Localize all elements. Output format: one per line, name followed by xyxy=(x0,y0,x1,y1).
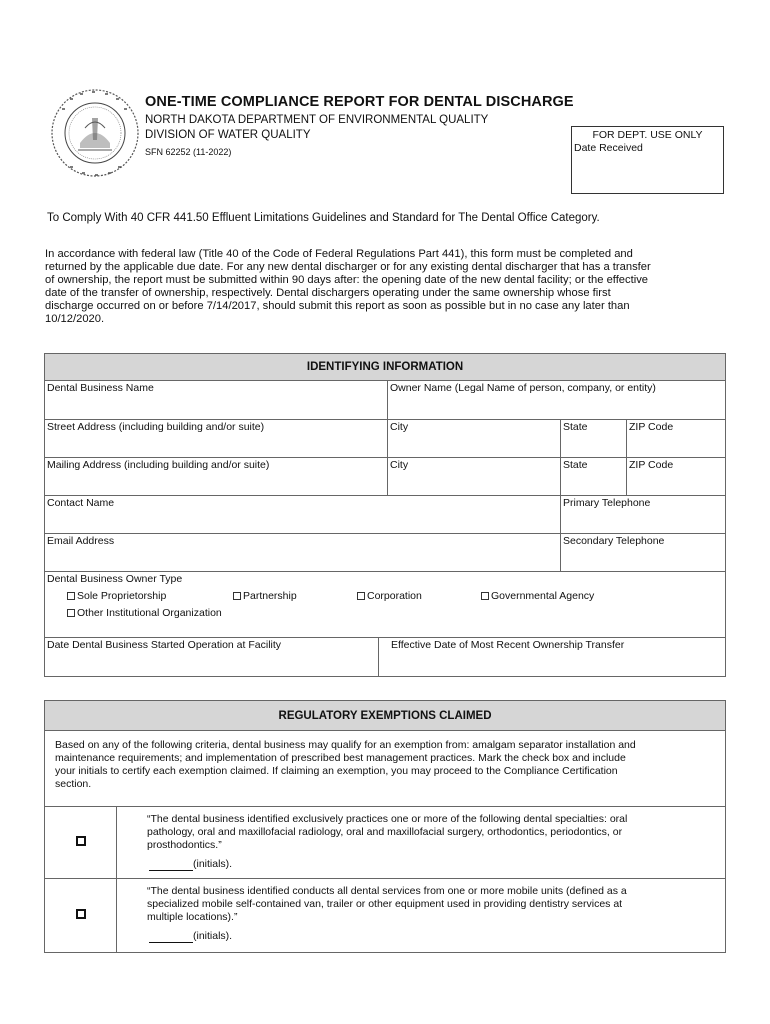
checkbox-icon[interactable] xyxy=(481,592,489,600)
exemption-checkbox-icon[interactable] xyxy=(76,836,86,846)
intro-line: 10/12/2020. xyxy=(45,313,105,325)
division-name: DIVISION OF WATER QUALITY xyxy=(145,129,311,141)
exemptions-intro-line: maintenance requirements; and implementation of prescribed best management practices. Mark the check box and include xyxy=(55,752,626,764)
department-name: NORTH DAKOTA DEPARTMENT OF ENVIRONMENTAL QUALITY xyxy=(145,114,489,126)
secondary-telephone-field[interactable] xyxy=(561,534,726,572)
exemptions-intro-line: Based on any of the following criteria, dental business may qualify for an exemption from: amalgam separator installation and xyxy=(55,739,636,751)
intro-line: returned by the applicable due date. For any new dental discharger or for any existing dental discharger that has a transfer xyxy=(45,261,651,273)
option-other-institutional[interactable] xyxy=(67,605,222,622)
mailing-address-field[interactable] xyxy=(45,458,388,496)
secondary-telephone-label: Secondary Telephone xyxy=(563,535,665,547)
exemption-line: “The dental business identified exclusively practices one or more of the following dental specialties: oral xyxy=(147,813,628,825)
agency-block xyxy=(145,113,488,143)
effective-date-label: Effective Date of Most Recent Ownership Transfer xyxy=(391,639,625,651)
mailing-zip-field[interactable] xyxy=(627,458,726,496)
initials-label: (initials). xyxy=(193,930,233,942)
identifying-information-table xyxy=(44,353,726,677)
option-label: Other Institutional Organization xyxy=(77,607,222,619)
exemption-line: prosthodontics.” xyxy=(147,839,222,851)
intro-paragraph xyxy=(45,248,735,326)
state-label: State xyxy=(563,421,588,433)
form-title: ONE-TIME COMPLIANCE REPORT FOR DENTAL DISCHARGE xyxy=(145,94,574,110)
option-governmental-agency[interactable] xyxy=(481,588,594,605)
date-received-label: Date Received xyxy=(574,142,643,154)
mailing-city-field[interactable] xyxy=(388,458,561,496)
street-address-label: Street Address (including building and/or suite) xyxy=(47,421,265,433)
checkbox-icon[interactable] xyxy=(67,592,75,600)
checkbox-icon[interactable] xyxy=(67,609,75,617)
mailing-address-label: Mailing Address (including building and/or suite) xyxy=(47,459,270,471)
primary-telephone-label: Primary Telephone xyxy=(563,497,651,509)
intro-line: of ownership, the report must be submitted within 90 days after: the opening date of the new dental facility; or the effective xyxy=(45,274,649,286)
exemptions-table xyxy=(44,700,726,953)
initials-row xyxy=(149,930,715,943)
exemptions-intro-line: your initials to certify each exemption claimed. If claiming an exemption, you may proceed to the Compliance Certification xyxy=(55,765,618,777)
primary-telephone-field[interactable] xyxy=(561,496,726,534)
exemption-line: multiple locations).” xyxy=(147,911,238,923)
option-corporation[interactable] xyxy=(357,588,481,605)
zip-label: ZIP Code xyxy=(629,421,674,433)
intro-line: discharge occurred on or before 7/14/2017, should submit this report as soon as possible but in no case any later than xyxy=(45,300,630,312)
mailing-state-label: State xyxy=(563,459,588,471)
option-label: Corporation xyxy=(367,590,422,602)
dept-use-box xyxy=(571,126,724,194)
initials-row xyxy=(149,858,715,871)
contact-name-label: Contact Name xyxy=(47,497,115,509)
exemptions-heading: REGULATORY EXEMPTIONS CLAIMED xyxy=(45,701,726,731)
owner-type-options xyxy=(67,588,723,622)
date-started-field[interactable] xyxy=(45,638,379,677)
intro-line: In accordance with federal law (Title 40 of the Code of Federal Regulations Part 441), this form must be completed and xyxy=(45,248,633,260)
checkbox-icon[interactable] xyxy=(233,592,241,600)
dept-use-heading: FOR DEPT. USE ONLY xyxy=(592,129,703,141)
street-address-field[interactable] xyxy=(45,420,388,458)
option-label: Sole Proprietorship xyxy=(77,590,167,602)
option-sole-proprietorship[interactable] xyxy=(67,588,233,605)
exemption-item xyxy=(117,807,726,879)
checkbox-icon[interactable] xyxy=(357,592,365,600)
exemption-line: “The dental business identified conducts all dental services from one or more mobile units (defined as a xyxy=(147,885,627,897)
exemption-line: specialized mobile self-contained van, trailer or other equipment used in providing dentistry services at xyxy=(147,898,623,910)
option-partnership[interactable] xyxy=(233,588,357,605)
mailing-state-field[interactable] xyxy=(561,458,627,496)
state-field[interactable] xyxy=(561,420,627,458)
exemption-line: pathology, oral and maxillofacial radiology, oral and maxillofacial surgery, orthodontics, periodontics, or xyxy=(147,826,623,838)
business-name-field[interactable] xyxy=(45,381,388,420)
initials-blank[interactable] xyxy=(149,932,193,943)
owner-type-section xyxy=(45,572,726,638)
option-label: Partnership xyxy=(243,590,297,602)
state-seal-logo xyxy=(50,88,140,178)
contact-name-field[interactable] xyxy=(45,496,561,534)
intro-line: date of the transfer of ownership, respectively. Dental dischargers operating under the same ownership whose first xyxy=(45,287,611,299)
exemption-item xyxy=(117,879,726,953)
city-field[interactable] xyxy=(388,420,561,458)
form-number: SFN 62252 (11-2022) xyxy=(145,147,232,157)
exemptions-intro xyxy=(45,731,726,807)
initials-label: (initials). xyxy=(193,858,233,870)
mailing-city-label: City xyxy=(390,459,409,471)
exemption-checkbox-cell xyxy=(45,807,117,879)
email-address-field[interactable] xyxy=(45,534,561,572)
compliance-statement: To Comply With 40 CFR 441.50 Effluent Limitations Guidelines and Standard for The Dental Office Category. xyxy=(47,212,600,224)
identifying-heading: IDENTIFYING INFORMATION xyxy=(45,354,726,381)
mailing-zip-label: ZIP Code xyxy=(629,459,674,471)
exemption-checkbox-icon[interactable] xyxy=(76,909,86,919)
option-label: Governmental Agency xyxy=(491,590,595,602)
email-address-label: Email Address xyxy=(47,535,115,547)
zip-field[interactable] xyxy=(627,420,726,458)
initials-blank[interactable] xyxy=(149,860,193,871)
exemptions-intro-line: section. xyxy=(55,778,92,790)
owner-name-field[interactable] xyxy=(388,381,726,420)
exemption-checkbox-cell xyxy=(45,879,117,953)
owner-name-label: Owner Name (Legal Name of person, company, or entity) xyxy=(390,382,656,394)
business-name-label: Dental Business Name xyxy=(47,382,154,394)
city-label: City xyxy=(390,421,409,433)
effective-date-field[interactable] xyxy=(379,638,726,677)
owner-type-label: Dental Business Owner Type xyxy=(47,573,183,585)
date-started-label: Date Dental Business Started Operation at Facility xyxy=(47,639,282,651)
